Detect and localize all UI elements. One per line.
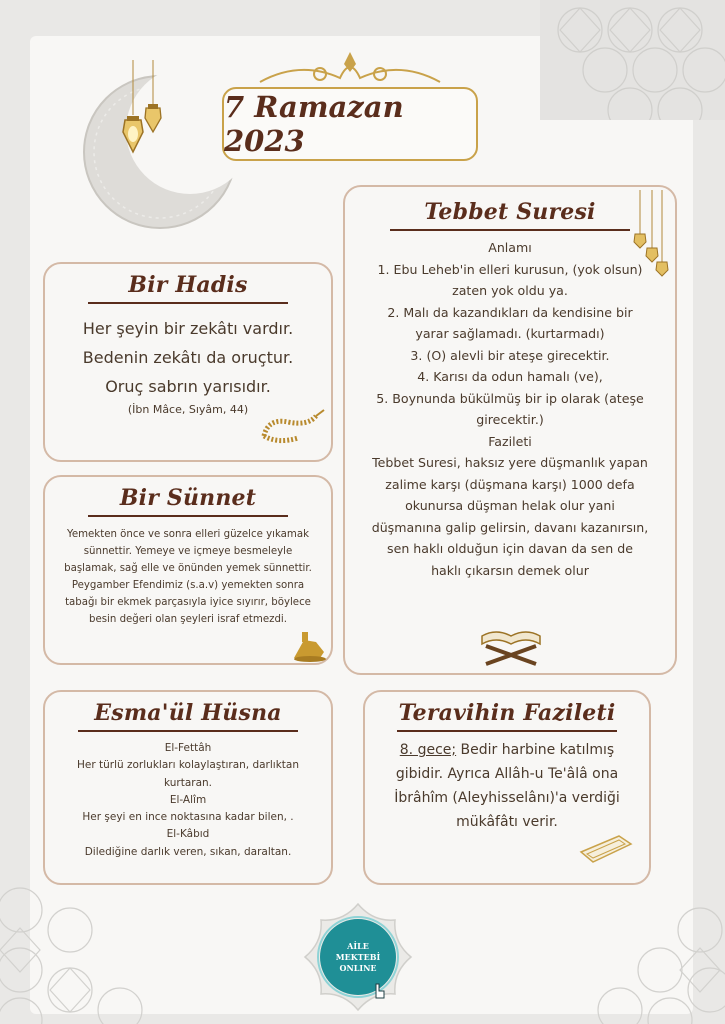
logo-text-1: AİLE — [347, 940, 369, 951]
teravih-night-label: 8. gece; — [399, 742, 457, 758]
prayer-mat-icon — [575, 828, 635, 868]
esma-line-3: kurtaran. — [163, 776, 213, 789]
hadis-title-underline — [88, 302, 288, 304]
sunnet-line-6: besin değeri olan şeyleri israf etmezdi. — [89, 614, 287, 625]
tebbet-line-11: Tebbet Suresi, haksız yere düşmanlık yapan — [372, 455, 648, 470]
tebbet-line-1: Anlamı — [488, 240, 532, 255]
corner-pattern-bottom-left-icon — [0, 880, 200, 1024]
tebbet-line-12: zalime karşı (düşmana karşı) 1000 defa — [385, 476, 635, 492]
logo-text-2: MEKTEBİ — [335, 951, 381, 962]
sunnet-title: Bir Sünnet — [119, 485, 257, 511]
tebbet-line-3: zaten yok oldu ya. — [452, 283, 568, 298]
logo-text-3: ONLINE — [339, 962, 377, 973]
hadis-line-1: Her şeyin bir zekâtı vardır. — [82, 319, 294, 338]
teravih-title-underline — [397, 730, 617, 732]
esma-title-underline — [78, 730, 298, 732]
tebbet-line-14: düşmanına galip gelirsin, davanı kazanırsın, — [371, 519, 649, 535]
tebbet-line-16: haklı çıkarsın demek olur — [431, 562, 589, 578]
esma-line-6: El-Kâbıd — [166, 828, 210, 841]
teravih-title: Teravihin Fazileti — [398, 700, 616, 726]
teravih-line-4: mükâfâtı verir. — [456, 814, 558, 830]
hadis-line-2: Bedenin zekâtı da oruçtur. — [82, 348, 294, 367]
tebbet-line-9: girecektir.) — [476, 412, 544, 427]
teravih-line-2: gibidir. Ayrıca Allâh-u Te'âlâ ona — [395, 766, 619, 782]
sunnet-line-4: Peygamber Efendimiz (s.a.v) yemekten sonra — [71, 580, 305, 591]
esma-line-7: Dilediğine darlık veren, sıkan, daraltan. — [84, 845, 292, 858]
esma-line-2: Her türlü zorlukları kolaylaştıran, darlıktan — [76, 759, 299, 772]
teravih-first-line-rest: Bedir harbine katılmış — [456, 742, 615, 758]
corner-pattern-top-right-icon — [540, 0, 725, 120]
esma-line-5: Her şeyi en ince noktasına kadar bilen, . — [82, 811, 294, 824]
hadis-source: (İbn Mâce, Sıyâm, 44) — [127, 403, 249, 416]
esma-line-1: El-Fettâh — [164, 742, 212, 754]
lantern-icon — [630, 190, 670, 280]
corner-pattern-bottom-right-icon — [560, 890, 725, 1024]
tebbet-line-4: 2. Malı da kazandıkları da kendisine bir — [387, 304, 633, 320]
tebbet-line-8: 5. Boynunda bükülmüş bir ip olarak (ateşe — [376, 390, 644, 406]
hadis-line-3: Oruç sabrın yarısıdır. — [105, 377, 271, 396]
page-title: 7 Ramazan 2023 — [222, 87, 478, 161]
title-flourish-icon — [250, 50, 450, 90]
lantern-icon — [117, 60, 167, 170]
tebbet-title: Tebbet Suresi — [424, 199, 596, 225]
tebbet-title-underline — [390, 229, 630, 231]
esma-line-4: El-Alîm — [169, 793, 207, 806]
tebbet-line-6: 3. (O) alevli bir ateşe girecektir. — [410, 347, 610, 363]
tebbet-line-7: 4. Karısı da odun hamalı (ve), — [417, 369, 603, 384]
esma-title: Esma'ül Hüsna — [94, 700, 282, 726]
tebbet-line-5: yarar sağlamadı. (kurtarmadı) — [415, 326, 605, 341]
quran-stand-icon — [478, 618, 544, 666]
sunnet-title-underline — [88, 515, 288, 517]
sunnet-line-1: Yemekten önce ve sonra elleri güzelce yıkamak — [66, 529, 309, 540]
tebbet-line-2: 1. Ebu Leheb'in elleri kurusun, (yok olsun) — [377, 261, 643, 277]
pointer-hand-icon — [372, 982, 386, 1000]
prayer-beads-icon — [258, 408, 328, 448]
teravih-line-3: İbrâhîm (Aleyhisselânı)'a verdiği — [394, 790, 620, 806]
sunnet-line-2: sünnettir. Yemeye ve içmeye besmeleyle — [83, 546, 293, 557]
hadis-title: Bir Hadis — [128, 272, 248, 298]
tebbet-line-13: okunursa düşman helak olur yani — [405, 498, 615, 513]
tebbet-line-10: Fazileti — [488, 433, 532, 449]
sunnet-line-3: başlamak, sağ elle ve önünden yemek sünnettir. — [64, 563, 312, 574]
sunnet-line-5: tabağı bir ekmek parçasıyla iyice sıyırır, böylece — [65, 597, 311, 608]
tebbet-card — [343, 185, 677, 675]
esma-card — [43, 690, 333, 885]
tebbet-line-15: sen haklı olduğun için davan da sen de — [387, 541, 633, 556]
oil-lamp-icon — [290, 628, 330, 662]
